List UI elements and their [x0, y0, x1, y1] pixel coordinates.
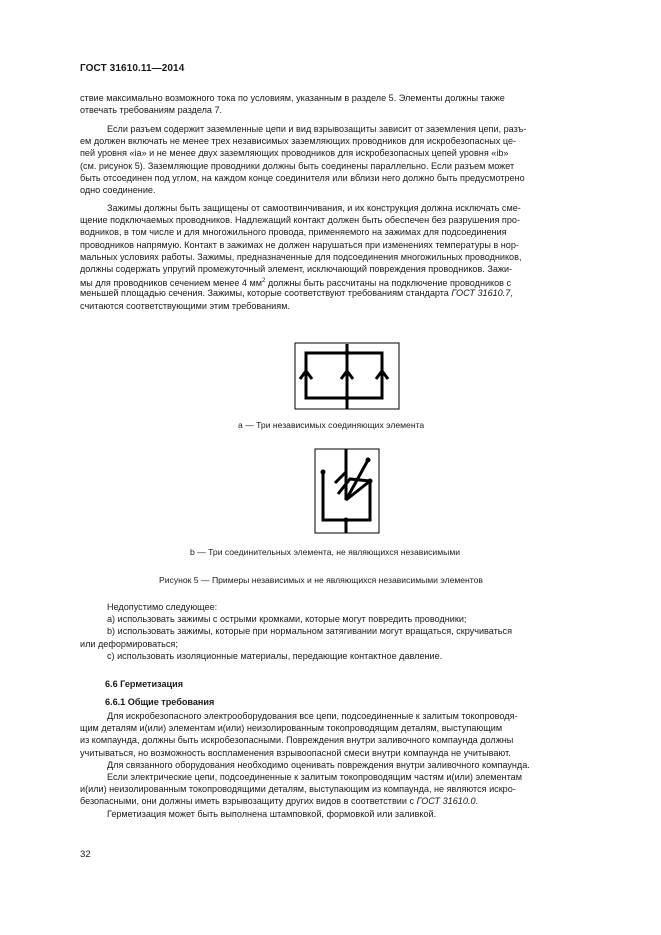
figure-caption-b: b — Три соединительных элемента, не являющихся независимыми — [190, 547, 461, 557]
text-line: ем должен включать не менее трех независимых заземляющих проводников для искробезопасных це- — [80, 136, 517, 147]
text-line — [80, 275, 613, 287]
text-line: щим деталям и(или) элементам и(или) неизолированным токопроводящим деталям, выступающим — [80, 723, 503, 734]
text-line: Зажимы должны быть защищены от самоотвинчивания, и их конструкция должна исключать сме- — [107, 203, 521, 213]
figure-a-node-top — [345, 351, 350, 356]
figure-b-left-path — [323, 472, 346, 520]
text-line — [80, 795, 613, 807]
superscript: 2 — [262, 278, 266, 285]
text-line: должны содержать упругий промежуточный элемент, исключающий повреждения проводников. Зажи- — [80, 263, 513, 274]
figure-b-node-top-right — [366, 458, 371, 463]
figure-a-contact-right — [376, 371, 388, 379]
text-line: считаются соответствующими этим требованиям. — [80, 300, 290, 311]
paragraph-3 — [80, 202, 613, 312]
text-line: быть отсоединен под углом, на каждом конце соединителя или вблизи него должно быть предусмотрено — [80, 172, 525, 183]
figure-b-lower-contact — [346, 481, 370, 500]
paragraph-5: Для связанного оборудования необходимо оценивать повреждения внутри заливочного компаунда. — [107, 759, 530, 770]
figure-b-middle-contact — [338, 479, 370, 494]
list-item-b-continued: или деформироваться; — [80, 638, 178, 649]
figure-a-conductor-loop — [306, 353, 382, 398]
text-fragment: мы для проводников сечением менее 4 мм — [80, 278, 263, 289]
standard-reference: ГОСТ 31610.0 — [416, 796, 476, 807]
paragraph-2 — [80, 123, 613, 196]
text-line: одно соединение. — [80, 184, 156, 195]
section-heading-6-6: 6.6 Герметизация — [105, 679, 184, 689]
figure-a-contact-left — [300, 371, 312, 379]
text-line: учитываться, но возможность воспламенения взрывоопасной смеси внутри компаунда не учитывают. — [80, 747, 511, 758]
text-line: ствие максимально возможного тока по условиям, указанным в разделе 5. Элементы должны также — [80, 93, 505, 103]
list-item-c: с) использовать изоляционные материалы, передающие контактное давление. — [107, 650, 443, 661]
figure-caption-a: а — Три независимых соединяющих элемента — [238, 420, 425, 430]
list-item-a: а) использовать зажимы с острыми кромками, которые могут повредить проводники; — [107, 614, 467, 625]
figure-a-contact-center — [341, 371, 353, 379]
figure-b-frame — [315, 449, 379, 533]
text-line — [80, 287, 613, 299]
prohibited-list — [80, 601, 613, 662]
text-line: отвечать требованиям раздела 7. — [80, 105, 223, 116]
text-fragment: . — [475, 796, 479, 807]
figure-a-node-bottom — [345, 396, 350, 401]
text-line: Для искробезопасного электрооборудования все цепи, подсоединенные к залитым токопроводя- — [107, 711, 518, 721]
text-line: (см. рисунок 5). Заземляющие проводники должны быть соединены параллельно. Если разъем может — [80, 160, 515, 171]
list-item-b: b) использовать зажимы, которые при нормальном затягивании могут вращаться, скручиваться — [107, 626, 512, 637]
text-fragment: безопасными, они должны иметь взрывозащиту других видов в соответствии с — [80, 796, 417, 807]
text-line: из компаунда, должны быть искробезопасными. Повреждения внутри заливочного компаунда должны — [80, 735, 514, 746]
text-fragment: должны быть рассчитаны на подключение проводников с — [265, 278, 512, 289]
text-line: щение подключаемых проводников. Надлежащий контакт должен быть обеспечен без разрушения про- — [80, 215, 520, 226]
text-line: Если разъем содержит заземленные цепи и вид взрывозащиты зависит от заземления цепи, разъ- — [107, 124, 527, 134]
text-line: Если электрические цепи, подсоединенные к залитым токопроводящим частям и(или) элементам — [107, 771, 522, 782]
paragraph-7: Герметизация может быть выполнена штамповкой, формовкой или заливкой. — [107, 808, 437, 819]
paragraph-1 — [80, 92, 613, 116]
text-fragment: , — [510, 288, 513, 299]
text-line: и(или) неизолированным токопроводящими деталям, выступающим из компаунда, не являются искро- — [80, 784, 516, 795]
text-line: проводников напрямую. Контакт в зажимах не должен нарушаться при изменениях температуры в нор- — [80, 239, 519, 250]
standard-reference: ГОСТ 31610.7 — [451, 288, 511, 299]
subsection-heading-6-6-1: 6.6.1 Общие требования — [105, 697, 215, 707]
figure-b-node-bottom — [344, 518, 349, 523]
page-header-standard: ГОСТ 31610.11—2014 — [80, 63, 185, 74]
figure-a-frame — [295, 343, 399, 409]
figure-b-node-mid — [368, 479, 373, 484]
text-line: пей уровня «ia» и не менее двух заземляющих проводников для искробезопасных цепей уровня «ib» — [80, 148, 509, 159]
text-line: водников, в том числе и для многожильного провода, применяемого на зажимах для подсоединения — [80, 227, 507, 238]
paragraph-4 — [80, 710, 613, 820]
list-intro: Недопустимо следующее: — [107, 602, 218, 612]
page-number: 32 — [80, 849, 91, 860]
figure-caption-main: Рисунок 5 — Примеры независимых и не являющихся независимыми элементов — [159, 575, 483, 585]
figure-b-node-top-left — [321, 470, 326, 475]
figure-b-upper-contact — [335, 460, 368, 500]
text-line: мальных условиях работы. Зажимы, предназначенные для подсоединения многожильных проводников, — [80, 251, 522, 262]
text-fragment: меньшей площадью сечения. Зажимы, которые соответствуют требованиям стандарта — [80, 288, 452, 299]
figure-b-right-path — [346, 481, 370, 520]
